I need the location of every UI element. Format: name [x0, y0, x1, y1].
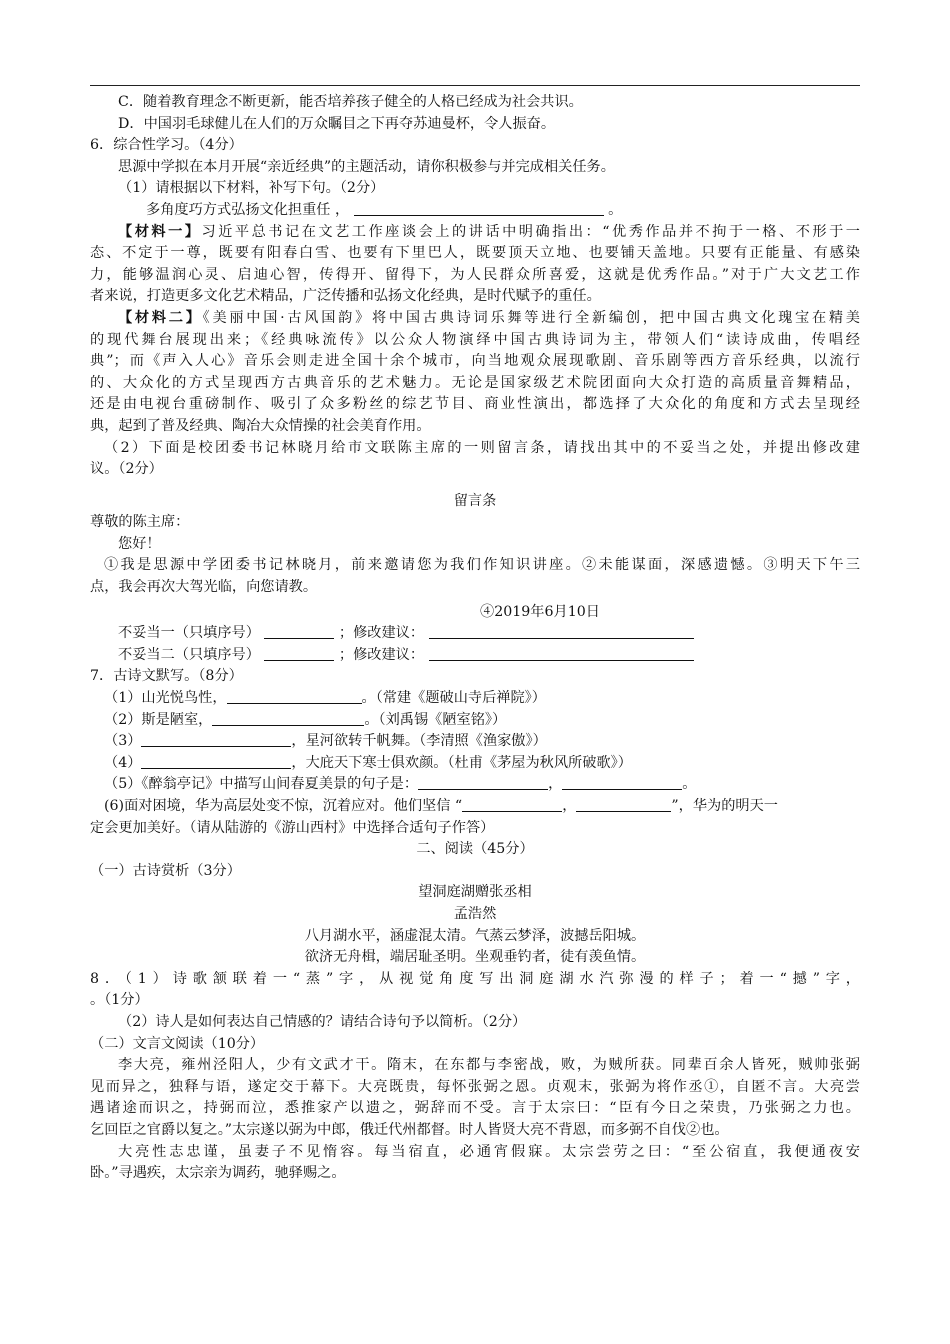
q7-blank-5a[interactable] — [418, 775, 548, 790]
q7-item-5-text: （5）《醉翁亭记》中描写山间春夏美景的句子是： — [104, 776, 419, 793]
q5-option-d: D．中国羽毛球健儿在人们的万众瞩目之下再夺苏迪曼杯，令人振奋。 — [118, 115, 556, 132]
q8-sub2: （2）诗人是如何表达自己情感的？请结合诗句予以简析。（2分） — [118, 1013, 527, 1030]
note-title: 留言条 — [453, 492, 497, 509]
q6-answer-blank[interactable] — [354, 201, 604, 216]
q7-title: 7．古诗文默写。（8分） — [90, 668, 243, 685]
suggest-2-label: ；修改建议： — [338, 646, 425, 663]
poem-author: 孟浩然 — [453, 905, 497, 922]
part2-title: 二、阅读（45分） — [416, 841, 534, 858]
wrong-2-label: 不妥当二（只填序号） — [118, 646, 260, 663]
q7-item-1-source: 。（常建《题破山寺后禅院》） — [361, 690, 546, 707]
q7-item-2 — [90, 710, 860, 732]
note-salutation: 尊敬的陈主席： — [90, 514, 190, 531]
q7-item-5 — [90, 774, 860, 796]
material-1-line: 者来说，打造更多文化艺术精品，广泛传播和弘扬文化经典，是时代赋予的重任。 — [90, 288, 601, 305]
q7-item-4-text: （4） — [104, 754, 142, 771]
section-2-title: （二）文言文阅读（10分） — [90, 1035, 265, 1052]
note-greeting: 您好！ — [118, 535, 161, 552]
q7-blank-1[interactable] — [227, 689, 362, 704]
q7-item-1-text: （1）山光悦鸟性， — [104, 690, 227, 707]
q7-blank-4[interactable] — [141, 754, 291, 769]
header-rule — [90, 85, 860, 86]
q7-item-5-comma: ， — [548, 776, 563, 793]
q7-item-2-text: （2）斯是陋室， — [104, 711, 213, 728]
q7-item-6-cont: 定会更加美好。（请从陆游的《游山西村》中选择合适句子作答） — [90, 819, 495, 836]
material-1-line: 态、不定于一尊，既要有阳春白雪、也要有下里巴人，既要顶天立地、也要铺天盖地。只要有正能量、有感染 — [90, 245, 860, 262]
suggest-1-blank[interactable] — [429, 624, 694, 639]
poem-line-1: 八月湖水平，涵虚混太清。气蒸云梦泽，波撼岳阳城。 — [304, 927, 646, 944]
q7-blank-2[interactable] — [212, 711, 364, 726]
classical-text-line: 见而异之，独释与语，遂定交于幕下。大亮既贵，每怀张弼之恩。贞观末，张弼为将作丞①，自匿不言。大亮尝 — [90, 1078, 860, 1095]
material-1-text: 习近平总书记在文艺工作座谈会上的讲话中明确指出：“优秀作品并不拘于一格、不形于一 — [201, 223, 860, 240]
q7-item-2-source: 。（刘禹锡《陋室铭》） — [364, 711, 507, 728]
note-body-line: ①我是思源中学团委书记林晓月，前来邀请您为我们作知识讲座。②未能谋面，深感遗憾。③明天下午三 — [104, 557, 860, 574]
classical-text-line: 乞回臣之官爵以复之。”太宗遂以弼为中郎，俄迁代州都督。时人皆贤大亮不背恩，而多弼不自伐②也。 — [90, 1121, 729, 1138]
material-2-line: 典，起到了普及经典、陶冶大众情操的社会美育作用。 — [90, 417, 431, 434]
q6-sub1: （1）请根据以下材料，补写下句。（2分） — [118, 180, 385, 197]
suggest-1-label: ；修改建议： — [338, 625, 425, 642]
q5-option-c: C．随着教育理念不断更新，能否培养孩子健全的人格已经成为社会共识。 — [118, 94, 583, 110]
q6-prompt-line — [90, 200, 860, 222]
q7-blank-5b[interactable] — [562, 775, 682, 790]
wrong-row-1 — [90, 623, 860, 645]
q8-line-2: 。（1分） — [90, 992, 149, 1009]
q6-title: 6．综合性学习。（4分） — [90, 137, 243, 154]
q6-sub2-line: 议。（2分） — [90, 461, 163, 478]
material-1-line: 力，能够温润心灵、启迪心智，传得开、留得下，为人民群众所喜爱，这就是优秀作品。”对于广大文艺工作 — [90, 266, 860, 283]
note-date: ④2019年6月10日 — [480, 603, 600, 620]
q7-item-4 — [90, 753, 860, 775]
q8-line-1: 8．（1）诗歌颔联着一“蒸”字，从视觉角度写出洞庭湖水汽弥漫的样子；着一“撼”字， — [90, 970, 860, 987]
wrong-1-label: 不妥当一（只填序号） — [118, 625, 260, 642]
q7-item-6-comma: ， — [562, 798, 577, 814]
classical-text-line: 李大亮，雍州泾阳人，少有文武才干。隋末，在东都与李密战，败，为贼所获。同辈百余人皆死，贼帅张弼 — [118, 1057, 860, 1074]
note-body-line: 点，我会再次大驾光临，向您请教。 — [90, 579, 318, 596]
material-1-line — [90, 222, 860, 244]
q7-item-3-source: ，星河欲转千帆舞。（李清照《渔家傲》） — [291, 733, 547, 750]
q7-item-6-text: (6)面对困境，华为高层处变不惊，沉着应对。他们坚信 “ — [104, 798, 463, 814]
q7-item-5-end: 。 — [682, 776, 697, 793]
q7-item-4-source: ，大庇天下寒士俱欢颜。（杜甫《茅屋为秋风所破歌》） — [291, 754, 632, 771]
poem-title: 望洞庭湖赠张丞相 — [418, 884, 532, 901]
q7-item-6-tail: ”，华为的明天一 — [671, 798, 778, 814]
material-2-line — [90, 308, 860, 330]
q7-item-6 — [90, 796, 860, 818]
classical-text-line: 卧。”寻遇疾，太宗亲为调药，驰驿赐之。 — [90, 1165, 346, 1182]
material-1-label: 【材料一】 — [118, 223, 202, 240]
wrong-row-2 — [90, 645, 860, 667]
q7-item-1 — [90, 688, 860, 710]
q6-intro: 思源中学拟在本月开展“亲近经典”的主题活动，请你积极参与并完成相关任务。 — [118, 158, 615, 175]
material-2-line: 的、大众化的方式呈现西方古典音乐的艺术魅力。无论是国家级艺术院团面向大众打造的高质量音舞精品， — [90, 374, 860, 391]
q7-blank-6a[interactable] — [462, 797, 562, 812]
q6-prompt-end: 。 — [608, 201, 623, 218]
wrong-1-blank[interactable] — [264, 624, 334, 639]
q6-sub2-line: （2）下面是校团委书记林晓月给市文联陈主席的一则留言条，请找出其中的不妥当之处，并提出修改建 — [104, 439, 860, 456]
q7-blank-3[interactable] — [141, 732, 291, 747]
poem-line-2: 欲济无舟楫，端居耻圣明。坐观垂钓者，徒有羡鱼情。 — [304, 949, 646, 966]
wrong-2-blank[interactable] — [264, 646, 334, 661]
material-2-text: 《美丽中国·古风国韵》将中国古典诗词乐舞等进行全新编创，把中国古典文化瑰宝在精美 — [202, 309, 860, 326]
exam-page — [90, 92, 860, 1185]
material-2-label: 【材料二】 — [118, 309, 203, 326]
suggest-2-blank[interactable] — [429, 646, 694, 661]
section-1-title: （一）古诗赏析（3分） — [90, 862, 241, 879]
q6-prompt: 多角度巧方式弘扬文化担重任 ， — [146, 201, 350, 218]
material-2-line: 还是由电视台重磅制作、吸引了众多粉丝的综艺节目、商业性演出，都选择了大众化的角度和方式去呈现经 — [90, 396, 860, 413]
q7-blank-6b[interactable] — [576, 797, 671, 812]
classical-text-line: 遇诸途而识之，持弼而泣，悉推家产以遗之，弼辞而不受。言于太宗曰：“臣有今日之荣贵，乃张弼之力也。 — [90, 1100, 860, 1117]
material-2-line: 典”；而《声入人心》音乐会则走进全国十余个城市，向当地观众展现歌剧、音乐剧等西方音乐经典，以流行 — [90, 353, 860, 370]
q7-item-3 — [90, 731, 860, 753]
classical-text-line: 大亮性志忠谨，虽妻子不见惰容。每当宿直，必通宵假寐。太宗尝劳之曰：“至公宿直，我便通夜安 — [118, 1143, 860, 1160]
q7-item-3-text: （3） — [104, 733, 142, 750]
material-2-line: 的现代舞台展现出来；《经典咏流传》以公众人物演绎中国古典诗词为主，带领人们“读诗成曲，传唱经 — [90, 331, 860, 348]
